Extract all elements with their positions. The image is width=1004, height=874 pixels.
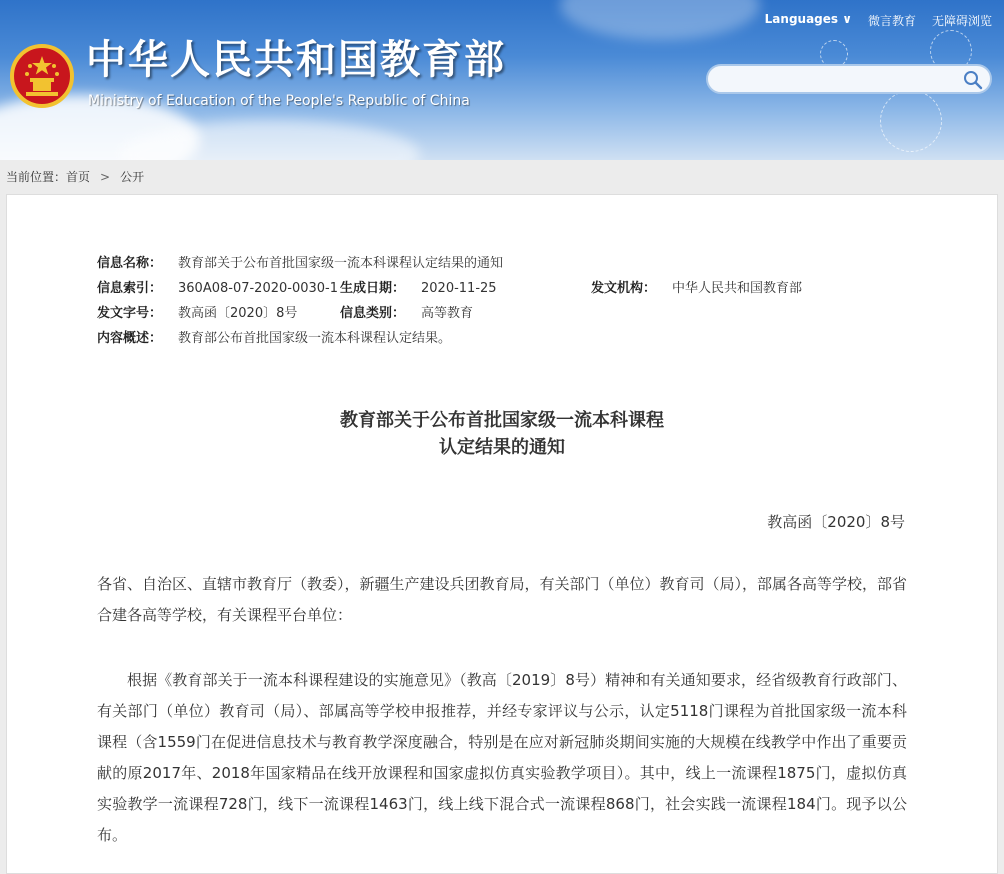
- doc-no-label: 发文字号：: [97, 306, 163, 321]
- accessibility-link[interactable]: 无障碍浏览: [931, 14, 992, 28]
- cloud-decoration: [560, 0, 760, 40]
- article-title: [7, 407, 997, 461]
- date-value: 2020-11-25: [421, 281, 497, 296]
- issuer-label: 发文机构：: [591, 281, 657, 296]
- issuer-value: 中华人民共和国教育部: [672, 281, 803, 296]
- chevron-right-icon: >: [100, 170, 111, 184]
- info-name-label: 信息名称：: [97, 256, 163, 271]
- dandelion-decoration: [880, 90, 942, 152]
- index-value: 360A08-07-2020-0030-1: [178, 281, 338, 296]
- summary-label: 内容概述：: [97, 331, 163, 346]
- article-paragraph: 根据《教育部关于一流本科课程建设的实施意见》（教高〔2019〕8号）精神和有关通知要求，经省级教育行政部门、有关部门（单位）教育司（局）、部属高等学校申报推荐，并经专家评议与公示，认定5118门课程为首批国家级一流本科课程（含1559门在促进信息技术与教育教学深度融合，特别是在应对新冠肺炎期间实施的大规模在线教学中作出了重要贡献的原2017年、2018年国家精品在线开放课程和国家虚拟仿真实验教学项目）。其中，线上一流课程1875门，虚拟仿真实验教学一流课程728门，线下一流课程1463门，线上线下混合式一流课程868门，社会实践一流课程184门。现予以公布。: [97, 671, 907, 844]
- article-paragraph: 各省、自治区、直辖市教育厅（教委），新疆生产建设兵团教育局，有关部门（单位）教育司（局），部属各高等学校，部省合建各高等学校，有关课程平台单位：: [97, 575, 908, 624]
- article-doc-number: 教高函〔2020〕8号: [767, 513, 905, 531]
- site-title-cn: 中华人民共和国教育部: [86, 37, 506, 83]
- summary-value: 教育部公布首批国家级一流本科课程认定结果。: [178, 331, 452, 346]
- weibo-link[interactable]: 微言教育: [867, 14, 916, 28]
- info-name-value: 教育部关于公布首批国家级一流本科课程认定结果的通知: [178, 256, 504, 271]
- top-links: [765, 12, 992, 29]
- breadcrumb-current[interactable]: 公开: [120, 170, 145, 184]
- search-box: [706, 64, 992, 94]
- languages-link[interactable]: Languages ∨: [764, 12, 852, 26]
- national-emblem-icon[interactable]: [10, 44, 74, 108]
- breadcrumb-home[interactable]: 首页: [66, 170, 91, 184]
- date-label: 生成日期：: [340, 281, 406, 296]
- breadcrumb-label: 当前位置：: [6, 170, 67, 184]
- article-title-line2: 认定结果的通知: [439, 437, 565, 458]
- category-value: 高等教育: [421, 306, 474, 321]
- category-label: 信息类别：: [340, 306, 406, 321]
- index-label: 信息索引：: [97, 281, 163, 296]
- breadcrumb: [6, 168, 144, 185]
- site-header: [0, 0, 1004, 160]
- search-icon[interactable]: [962, 69, 984, 91]
- article-title-line1: 教育部关于公布首批国家级一流本科课程: [340, 410, 664, 431]
- site-title-en: Ministry of Education of the People's Republic of China: [88, 93, 470, 109]
- search-input[interactable]: [720, 70, 954, 92]
- content-panel: [6, 194, 998, 874]
- doc-no-value: 教高函〔2020〕8号: [178, 306, 298, 321]
